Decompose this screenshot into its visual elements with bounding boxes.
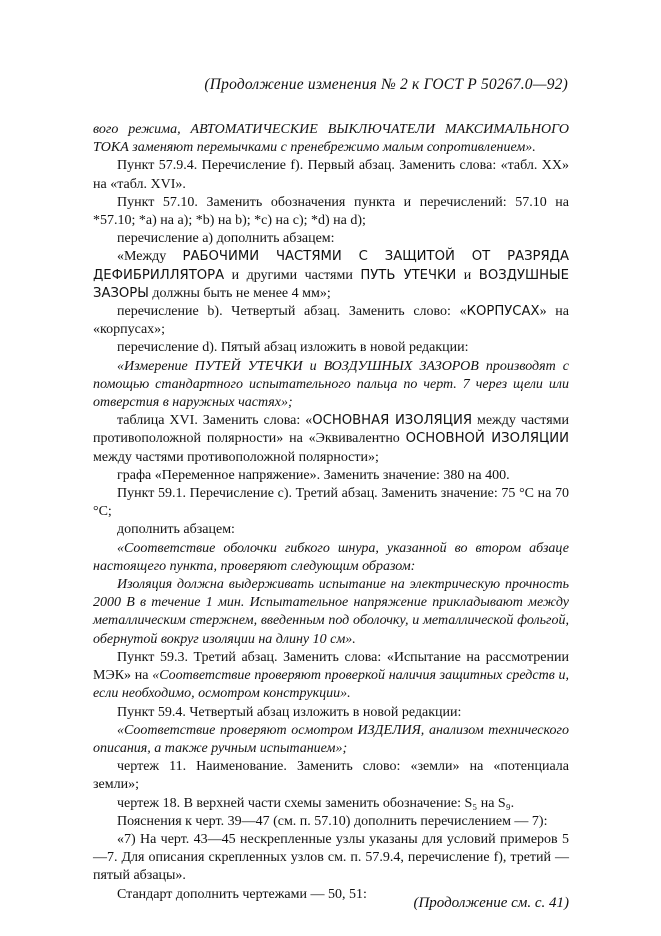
text-run: РАБОЧИМИ ЧАСТЯМИ С ЗАЩИТОЙ ОТ РАЗРЯДА ДЕФИБРИЛЛЯТОРА xyxy=(93,249,569,283)
paragraph-p12 xyxy=(93,521,569,539)
paragraph-p18 xyxy=(93,758,569,794)
text-run: и xyxy=(456,267,479,283)
paragraph-p08 xyxy=(93,358,569,413)
text-run: графа «Переменное напряжение». Заменить значение: 380 на 400. xyxy=(117,467,510,483)
footer-row xyxy=(93,886,569,911)
text-run: вого режима, АВТОМАТИЧЕСКИЕ ВЫКЛЮЧАТЕЛИ МАКСИМАЛЬНОГО ТОКА заменяют перемычками с пренебрежимо малым сопротивлением». xyxy=(93,122,569,156)
paragraph-p02 xyxy=(93,157,569,193)
text-run: КОРПУСАХ xyxy=(466,304,540,320)
paragraph-p17 xyxy=(93,722,569,758)
paragraph-p05 xyxy=(93,248,569,303)
text-run: «Соответствие проверяют осмотром ИЗДЕЛИЯ, анализом технического описания, а также ручным испытанием»; xyxy=(93,722,569,756)
paragraph-p10 xyxy=(93,467,569,485)
paragraph-p13 xyxy=(93,540,569,576)
text-run: Изоляция должна выдерживать испытание на электрическую прочность 2000 В в течение 1 мин. Испытательное напряжение прикладывают между металлическим стержнем, введенным под оболочку, и металлической фольгой, обернутой вокруг изоляции на длину 10 см». xyxy=(93,577,569,647)
paragraph-p21 xyxy=(93,831,569,886)
text-run: Пункт 59.4. Четвертый абзац изложить в новой редакции: xyxy=(117,704,462,720)
document-body xyxy=(93,121,570,911)
text-run: должны быть не менее 4 мм»; xyxy=(148,285,331,301)
paragraph-p19 xyxy=(93,795,569,813)
paragraph-p15 xyxy=(93,649,569,704)
text-run: Пояснения к черт. 39—47 (см. п. 57.10) дополнить перечислением — 7): xyxy=(117,813,548,829)
paragraph-p04 xyxy=(93,230,569,248)
page-header: (Продолжение изменения № 2 к ГОСТ Р 50267.0—92) xyxy=(204,76,568,93)
text-run: ОСНОВНОЙ ИЗОЛЯЦИИ xyxy=(405,431,569,447)
text-run: «Измерение ПУТЕЙ УТЕЧКИ и ВОЗДУШНЫХ ЗАЗОРОВ производят с помощью стандартного испытательного пальца по черт. 7 через щели или отверстия в наружных частях»; xyxy=(93,358,569,411)
text-run: между частями противоположной полярности»; xyxy=(93,449,379,465)
text-run: «Соответствие оболочки гибкого шнура, указанной во втором абзаце настоящего пункта, проверяют следующим образом: xyxy=(93,540,569,574)
paragraph-p14 xyxy=(93,576,569,649)
text-run: Пункт 59.3. Третий абзац. Заменить слова: «Испытание на рассмотрении МЭК» на xyxy=(93,649,569,684)
continuation-note: (Продолжение см. с. 41) xyxy=(413,894,569,911)
text-run: чертеж 18. В верхней части схемы заменить обозначение: S₅ на S₉. xyxy=(117,795,515,811)
text-run: и другими частями xyxy=(224,267,361,283)
paragraph-p11 xyxy=(93,485,569,521)
text-run: перечисление d). Пятый абзац изложить в новой редакции: xyxy=(117,340,469,356)
text-run: » на «корпусах»; xyxy=(93,304,569,338)
text-run: «7) На черт. 43—45 нескрепленные узлы указаны для условий примеров 5—7. Для описания скрепленных узлов см. п. 57.9.4, перечисление f), третий — пятый абзацы». xyxy=(93,831,569,884)
text-run: Пункт 59.1. Перечисление c). Третий абзац. Заменить значение: 75 °C на 70 °C; xyxy=(93,486,570,520)
text-run: перечисление a) дополнить абзацем: xyxy=(117,231,335,247)
paragraph-p03 xyxy=(93,194,569,230)
paragraph-p07 xyxy=(93,339,569,357)
paragraph-p09 xyxy=(93,412,569,467)
text-run: Пункт 57.10. Заменить обозначения пункта и перечислений: 57.10 на *57.10; *a) на a); *b) на b); *c) на c); *d) на d); xyxy=(93,194,569,229)
text-run: дополнить абзацем: xyxy=(117,522,235,538)
text-run: ПУТЬ УТЕЧКИ xyxy=(360,267,457,283)
text-run: «Соответствие проверяют проверкой наличия защитных средств и, если необходимо, осмотром конструкции». xyxy=(93,668,570,702)
paragraph-p06 xyxy=(93,303,569,339)
text-run: ВОЗДУШНЫЕ ЗАЗОРЫ xyxy=(93,267,569,301)
text-run: «Между xyxy=(117,249,183,265)
paragraph-p16 xyxy=(93,704,569,722)
text-run: Пункт 57.9.4. Перечисление f). Первый абзац. Заменить слова: «табл. XX» на «табл. XVI». xyxy=(93,158,569,192)
text-run: между частями противоположной полярности» на «Эквивалентно xyxy=(93,413,569,447)
text-run: ОСНОВНАЯ ИЗОЛЯЦИЯ xyxy=(312,413,472,429)
text-run: перечисление b). Четвертый абзац. Заменить слово: « xyxy=(117,304,467,320)
paragraph-p20 xyxy=(93,813,569,831)
paragraph-p01 xyxy=(93,121,569,157)
text-run: таблица XVI. Заменить слова: « xyxy=(117,413,313,429)
last-line: Стандарт дополнить чертежами — 50, 51: xyxy=(117,886,367,902)
text-run: чертеж 11. Наименование. Заменить слово: «земли» на «потенциала земли»; xyxy=(93,759,569,793)
